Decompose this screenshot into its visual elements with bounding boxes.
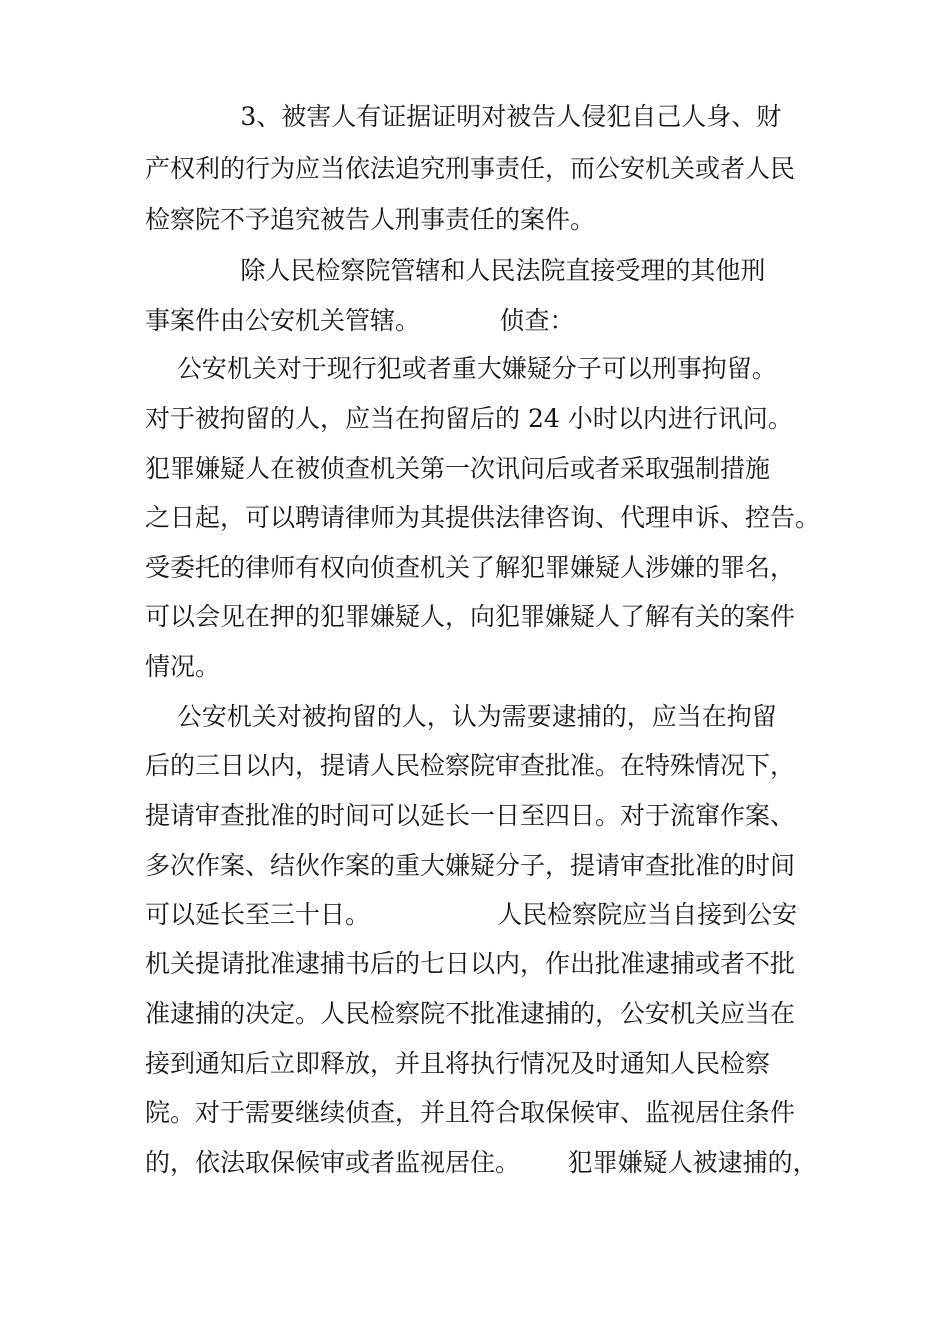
text-line: 接到通知后立即释放，并且将执行情况及时通知人民检察 <box>145 1049 771 1078</box>
text-line: 准逮捕的决定。人民检察院不批准逮捕的，公安机关应当在 <box>145 999 796 1028</box>
text-line: 犯罪嫌疑人在被侦查机关第一次讯问后或者采取强制措施 <box>145 454 771 483</box>
text-line: 情况。 <box>145 652 221 681</box>
text-line: 产权利的行为应当依法追究刑事责任，而公安机关或者人民 <box>145 154 796 183</box>
text-line: 受委托的律师有权向侦查机关了解犯罪嫌疑人涉嫌的罪名， <box>145 553 796 582</box>
text-line: 提请审查批准的时间可以延长一日至四日。对于流窜作案、 <box>145 801 796 830</box>
text-line: 3、被害人有证据证明对被告人侵犯自己人身、财 <box>145 102 782 131</box>
text-line: 除人民检察院管辖和人民法院直接受理的其他刑 <box>145 256 766 285</box>
text-line: 公安机关对于现行犯或者重大嫌疑分子可以刑事拘留。 <box>145 354 777 383</box>
text-line: 可以会见在押的犯罪嫌疑人，向犯罪嫌疑人了解有关的案件 <box>145 602 796 631</box>
text-line: 之日起，可以聘请律师为其提供法律咨询、代理申诉、控告。 <box>145 503 821 532</box>
text-line: 检察院不予追究被告人刑事责任的案件。 <box>145 205 596 234</box>
text-line: 机关提请批准逮捕书后的七日以内，作出批准逮捕或者不批 <box>145 949 796 978</box>
text-line: 公安机关对被拘留的人，认为需要逮捕的，应当在拘留 <box>145 702 777 731</box>
text-line: 对于被拘留的人，应当在拘留后的 24 小时以内进行讯问。 <box>145 404 793 433</box>
text-line: 的，依法取保候审或者监视居住。 犯罪嫌疑人被逮捕的， <box>145 1148 818 1177</box>
text-line: 后的三日以内，提请人民检察院审查批准。在特殊情况下， <box>145 751 796 780</box>
text-line: 可以延长至三十日。 人民检察院应当自接到公安 <box>145 900 798 929</box>
text-line: 事案件由公安机关管辖。 侦查： <box>145 306 575 335</box>
text-line: 院。对于需要继续侦查，并且符合取保候审、监视居住条件 <box>145 1098 796 1127</box>
text-line: 多次作案、结伙作案的重大嫌疑分子，提请审查批准的时间 <box>145 851 796 880</box>
